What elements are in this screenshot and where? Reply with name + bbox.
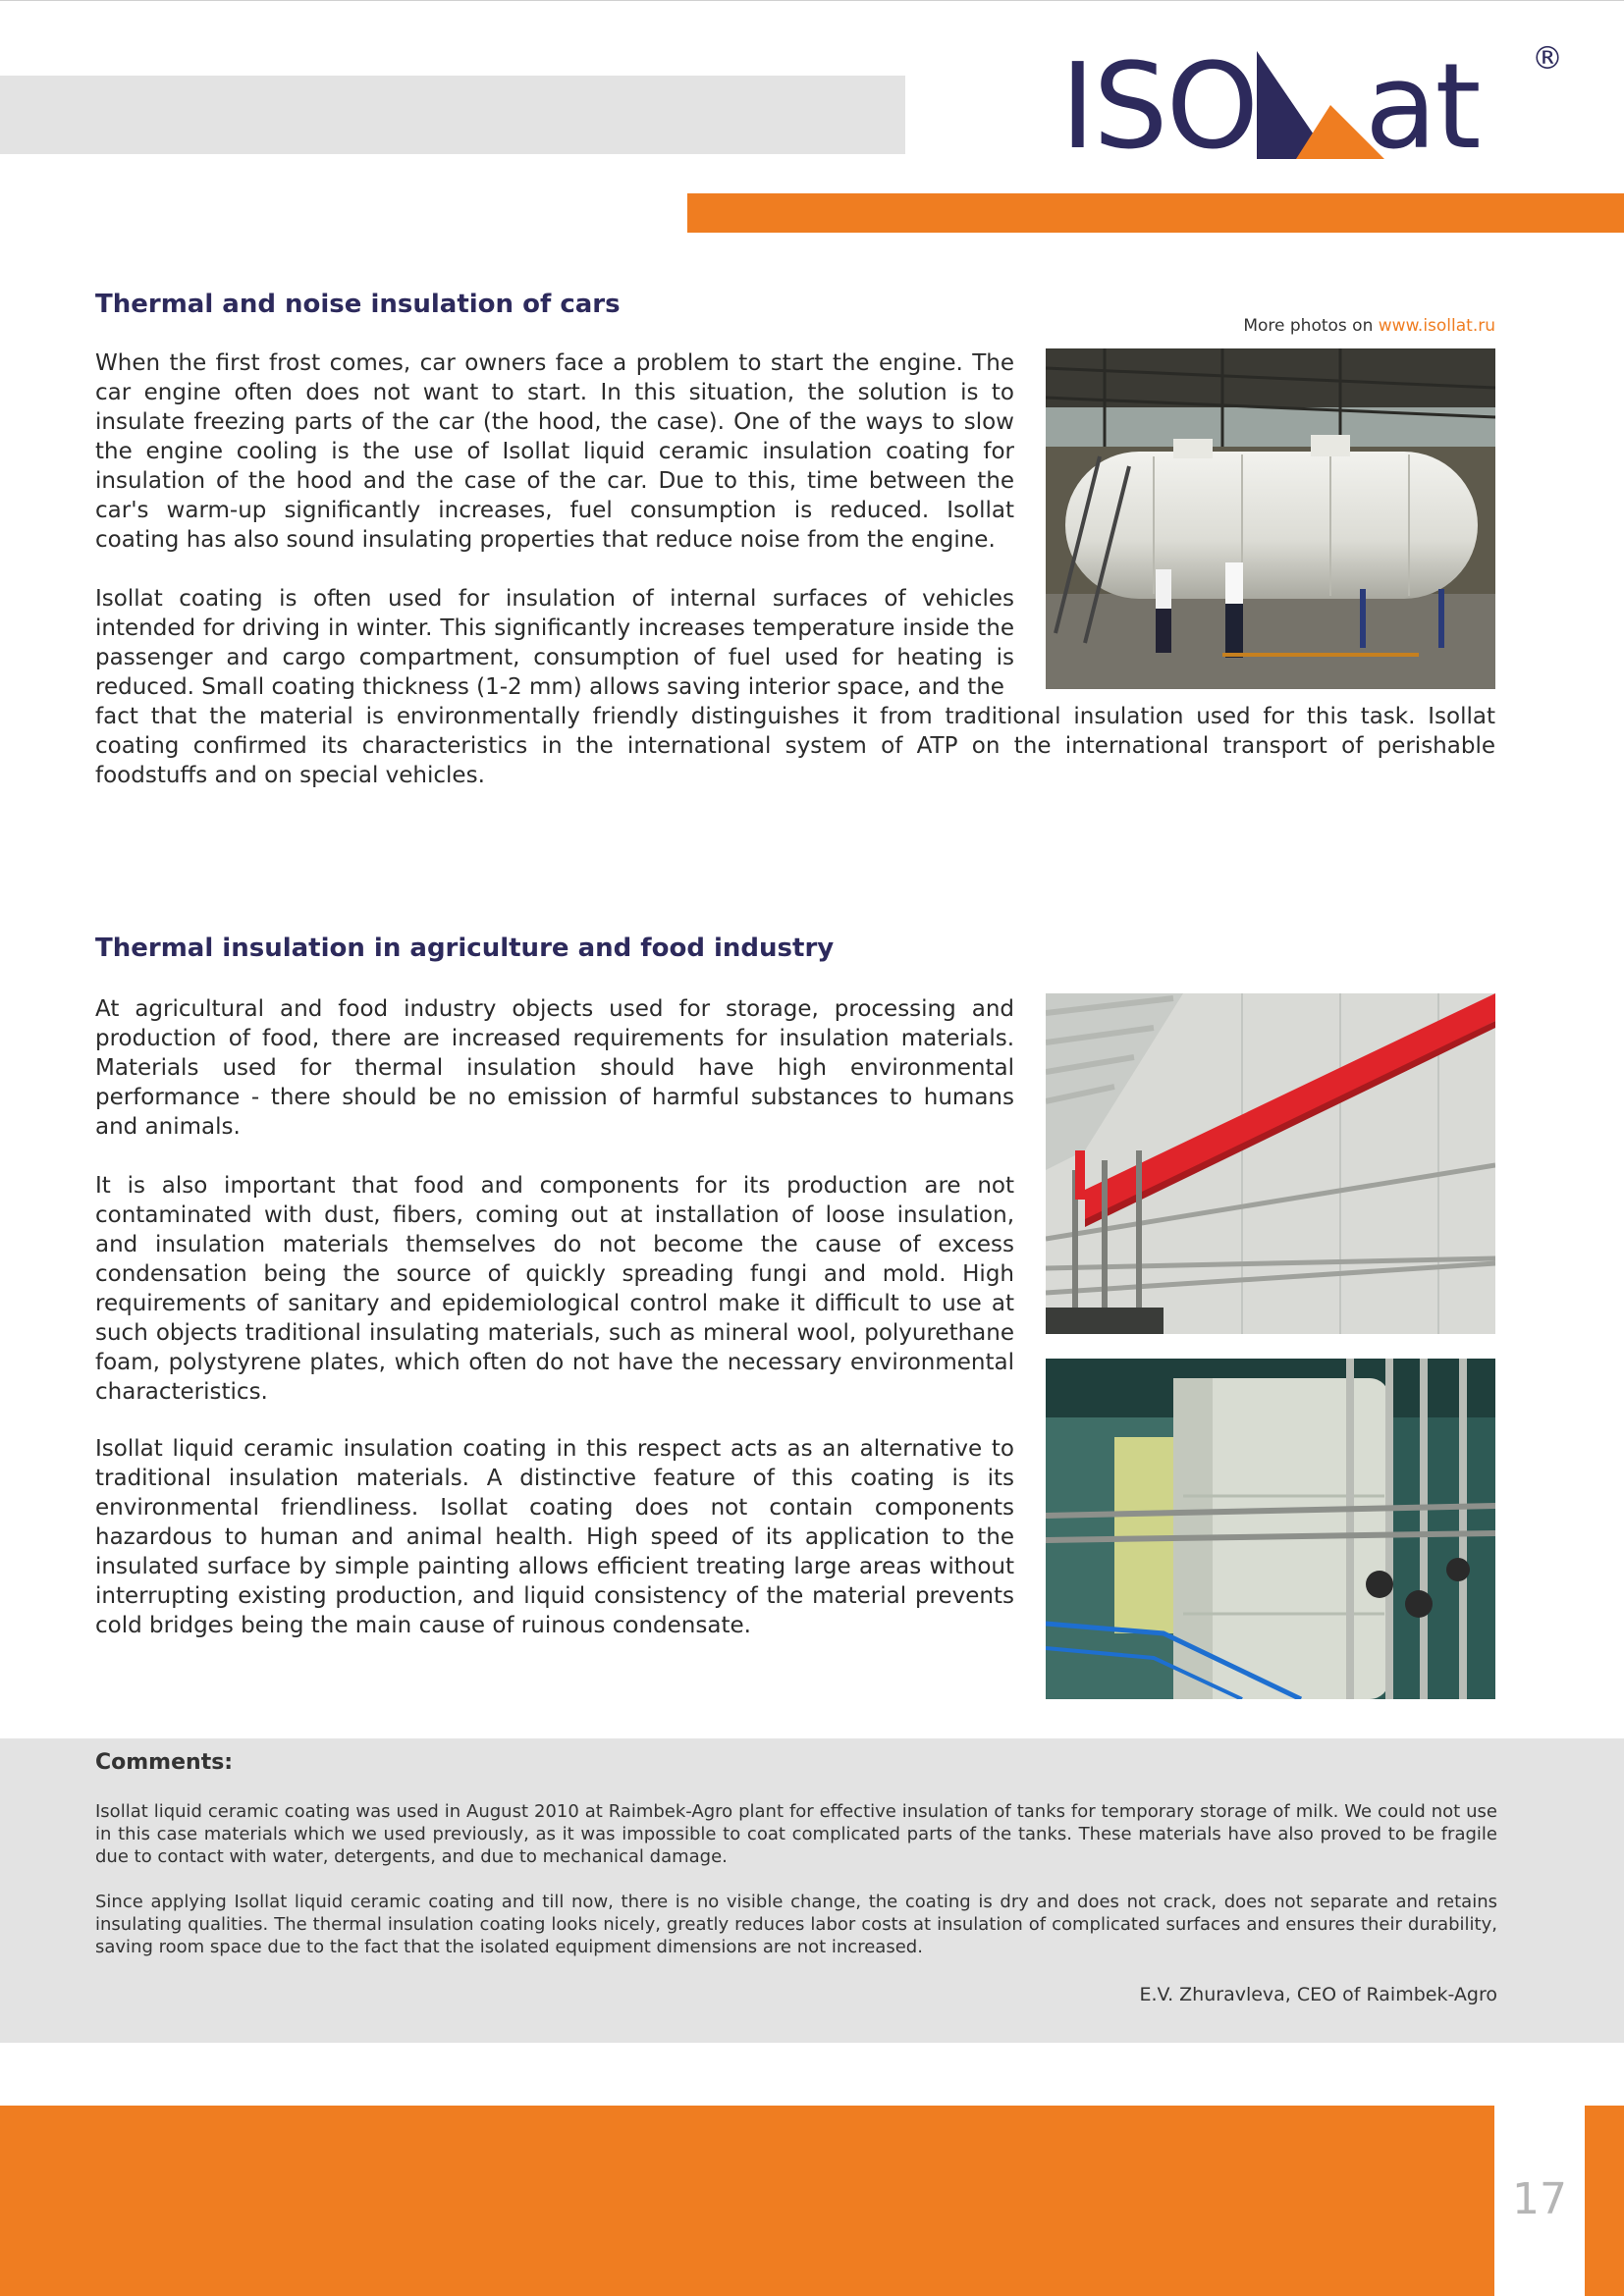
photo-red-pipe-facility [1046, 993, 1495, 1334]
comment-paragraph-2: Since applying Isollat liquid ceramic coating and till now, there is no visible change, the coating is dry and does not crack, does not separate and retains insulating qualities. The thermal insulation coating looks nicely, greatly reduces labor costs at insulation of complicated surfaces and ensures their durability, saving room space due to the fact that the isolated equipment dimensions are not increased. [95, 1892, 1497, 1957]
section-title-agriculture: Thermal insulation in agriculture and food industry [95, 934, 835, 963]
header-orange-bar [687, 193, 1624, 233]
comments-section [0, 1738, 1624, 2043]
photo-insulated-milk-tank [1046, 1359, 1495, 1699]
page-number: 17 [1512, 2174, 1567, 2224]
registered-mark: ® [1532, 39, 1563, 77]
cars-paragraph-2-start: Isollat coating is often used for insulation of internal surfaces of vehicles intended for driving in winter. This significantly increases temperature inside the passenger and cargo compartment, consumption of fuel used for heating is reduced. Small coating thickness (1-2 mm) allows saving interior space, and the [95, 586, 1014, 700]
header-grey-bar [0, 76, 905, 154]
logo-text-left: ISO [1060, 39, 1258, 176]
footer-orange-band [0, 2106, 1624, 2296]
cars-paragraph-1: When the first frost comes, car owners face a problem to start the engine. The car engine often does not want to start. In this situation, the solution is to insulate freezing parts of the car (the hood, the case). One of the ways to slow the engine cooling is the use of Isollat liquid ceramic insulation coating for insulation of the hood and the case of the car. Due to this, time between the car's warm-up significantly increases, fuel consumption is reduced. Isollat coating has also sound insulating properties that reduce noise from the engine. [95, 350, 1014, 553]
comment-paragraph-1: Isollat liquid ceramic coating was used in August 2010 at Raimbek-Agro plant for effective insulation of tanks for temporary storage of milk. We could not use in this case materials which we used previously, as it was impossible to coat complicated parts of the tanks. These materials have also proved to be fragile due to contact with water, detergents, and due to mechanical damage. [95, 1801, 1497, 1867]
isollat-logo [1060, 39, 1571, 177]
photo-insulated-tank-workshop [1046, 348, 1495, 689]
agriculture-paragraph-2: It is also important that food and components for its production are not contaminated with dust, fibers, coming out at installation of loose insulation, and insulation materials themselves do not become the cause of excess condensation being the source of quickly spreading fungi and mold. High requirements of sanitary and epidemiological control make it difficult to use at such objects traditional insulating materials, such as mineral wool, polyurethane foam, polystyrene plates, which often do not have the necessary environmental characteristics. [95, 1173, 1014, 1405]
website-link[interactable]: www.isollat.ru [1378, 316, 1495, 336]
comments-title: Comments: [95, 1750, 234, 1775]
more-photos-caption [1129, 316, 1495, 336]
logo-text-right: at [1365, 39, 1480, 176]
agriculture-paragraph-3: Isollat liquid ceramic insulation coating in this respect acts as an alternative to traditional insulation materials. A distinctive feature of this coating is its environmental friendliness. Isollat coating does not contain components hazardous to human and animal health. High speed of its application to the insulated surface by simple painting allows efficient treating large areas without interrupting existing production, and liquid consistency of the material prevents cold bridges being the main cause of ruinous condensate. [95, 1436, 1014, 1638]
top-rule [0, 0, 1624, 1]
comment-signature: E.V. Zhuravleva, CEO of Raimbek-Agro [1139, 1984, 1497, 2005]
cars-paragraph-2-end: fact that the material is environmentally friendly distinguishes it from traditional insulation used for this task. Isollat coating confirmed its characteristics in the international system of ATP on the international transport of perishable foodstuffs and on special vehicles. [95, 704, 1495, 788]
more-photos-label: More photos on [1243, 316, 1374, 336]
agriculture-paragraph-1: At agricultural and food industry objects used for storage, processing and production of food, there are increased requirements for insulation materials. Materials used for thermal insulation should have high environmental performance - there should be no emission of harmful substances to humans and animals. [95, 996, 1014, 1140]
section-title-cars: Thermal and noise insulation of cars [95, 290, 621, 319]
